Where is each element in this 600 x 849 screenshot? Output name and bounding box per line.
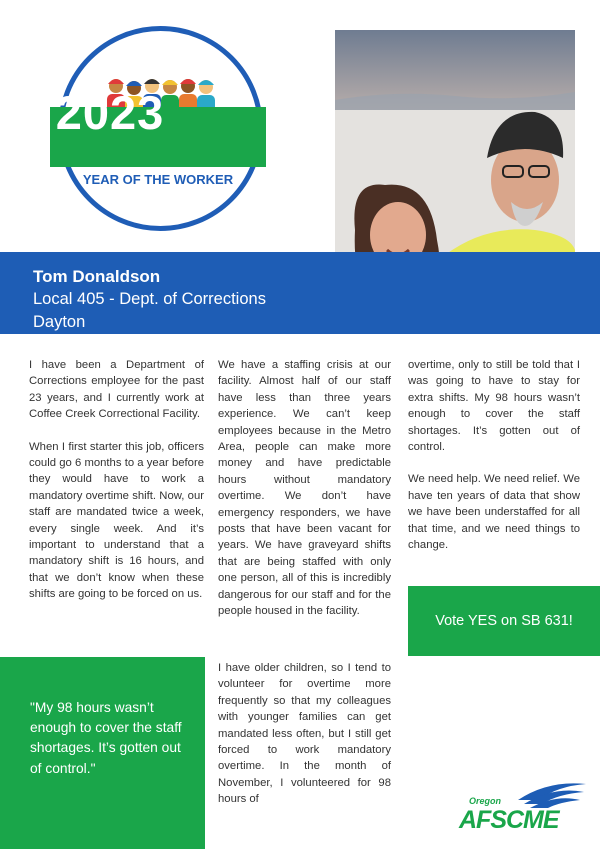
paragraph: I have been a Department of Corrections employee for the past 23 years, and I currently work at Coffee Creek Correctional Facility. xyxy=(29,359,204,421)
paragraph: We need help. We need relief. We have ten years of data that show we have been understaffed for all that time, and we need things to change. xyxy=(408,473,580,552)
pull-quote: "My 98 hours wasn’t enough to cover the staff shortages. It’s gotten out of control." xyxy=(30,700,182,776)
member-local: Local 405 - Dept. of Corrections xyxy=(33,290,266,308)
afscme-logo-text: AFSCME xyxy=(459,806,559,834)
logo-year: 2023 xyxy=(55,86,165,139)
member-city: Dayton xyxy=(33,313,86,331)
afscme-oregon-label: Oregon xyxy=(469,796,502,806)
story-column-3 xyxy=(408,357,580,569)
paragraph: I have older children, so I tend to volunteer for overtime more frequently so that my colleagues with younger families can get mandated less often, but I still get forced to work mandatory overtime. In the month of November, I volunteered for 98 hours of xyxy=(218,662,391,806)
paragraph: We have a staffing crisis at our facility. Almost half of our staff have less than three years experience. We can’t keep employees because in the Metro Area, people can make more money and have predictable hours without mandatory overtime. We don’t have emergency responders, we have posts that have been vacant for years. We have graveyard shifts that are being staffed with only one person, all of this is incredibly dangerous for our staff and for the people housed in the facility. xyxy=(218,359,391,618)
story-column-2-continued xyxy=(218,660,391,824)
logo-subtitle: YEAR OF THE WORKER xyxy=(82,172,234,187)
story-column-2 xyxy=(218,357,391,636)
paragraph: When I first starter this job, officers could go 6 months to a year before they would have to work a mandatory overtime shift. Now, our staff are mandated twice a week, every single week. And it’s important to understand that a mandatory shift is 16 hours, and that we don’t know when these shifts are going to be forced on us. xyxy=(29,440,204,601)
story-column-1 xyxy=(29,357,204,619)
member-name: Tom Donaldson xyxy=(33,267,161,286)
paragraph: overtime, only to still be told that I was going to have to stay for extra shifts. My 98 hours wasn’t enough to cover the staff shortages. It’s gotten out of control. xyxy=(408,359,580,454)
vote-callout: Vote YES on SB 631! xyxy=(435,613,573,629)
